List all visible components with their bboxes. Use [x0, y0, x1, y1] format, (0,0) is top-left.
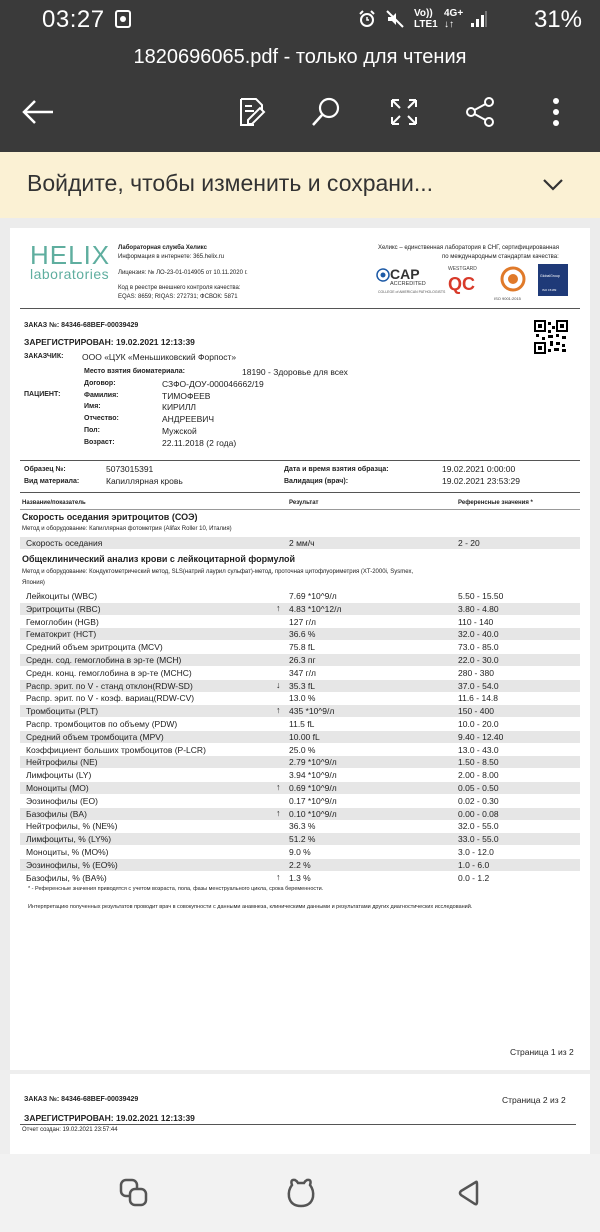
row-reference: 5.50 - 15.50: [458, 591, 504, 601]
patient-field-label: Возраст:: [84, 439, 115, 446]
patient-field-value: 18190 - Здоровье для всех: [242, 367, 348, 377]
share-icon: [464, 96, 496, 128]
row-result: 9.0 %: [289, 847, 311, 857]
row-result: 1.3 %: [289, 872, 311, 883]
validation-value: 19.02.2021 23:53:29: [442, 476, 520, 486]
back-button[interactable]: [18, 92, 58, 132]
table-row: [10, 744, 590, 757]
row-result: 0.10 *10^9/л: [289, 808, 337, 819]
table-row: [10, 537, 590, 550]
table-row: [10, 859, 590, 872]
table-row: [10, 769, 590, 782]
col-reference-header: Референсные значения *: [458, 500, 533, 506]
page-number: Страница 1 из 2: [510, 1047, 574, 1057]
row-result: 0.17 *10^9/л: [289, 795, 337, 806]
row-name: Эозинофилы, % (EO%): [26, 859, 118, 870]
sample-label: Образец №:: [24, 466, 66, 473]
sample-divider: [20, 492, 580, 493]
row-reference: 150 - 400: [458, 706, 494, 717]
row-reference: 32.0 - 55.0: [458, 821, 499, 832]
row-name: Средний объем тромбоцита (MPV): [26, 731, 164, 742]
row-name: Скорость оседания: [26, 538, 103, 548]
pdf-page-1: [10, 228, 590, 1070]
patient-field-value: СЗФО-ДОУ-000046662/19: [162, 379, 264, 389]
table-row: [10, 872, 590, 885]
cap-logo: [376, 266, 446, 306]
patient-label: ПАЦИЕНТ:: [24, 391, 61, 398]
patient-field-label: Договор:: [84, 380, 116, 387]
table-row: [10, 616, 590, 629]
row-name: Нейтрофилы, % (NE%): [26, 821, 118, 832]
qc-text: QC: [448, 274, 475, 294]
row-name: Моноциты (MO): [26, 783, 89, 793]
row-reference: 2.00 - 8.00: [458, 770, 499, 781]
row-result: 3.94 *10^9/л: [289, 770, 337, 781]
table-row: [10, 590, 590, 603]
row-reference: 0.02 - 0.30: [458, 795, 499, 806]
table-row: [10, 833, 590, 846]
alarm-icon: [358, 10, 376, 28]
row-flag: ↑: [276, 705, 281, 716]
iso-logo: [494, 266, 534, 306]
patient-field-value: Мужской: [162, 426, 197, 436]
status-bar: [0, 0, 600, 40]
battery-level: 31%: [533, 6, 582, 33]
share-button[interactable]: [460, 92, 500, 132]
registered-date: ЗАРЕГИСТРИРОВАН: 19.02.2021 12:13:39: [24, 337, 195, 347]
lab-info: Информация в интернете: 365.helix.ru: [118, 254, 225, 260]
table-row: [10, 731, 590, 744]
row-reference: 11.6 - 14.8: [458, 693, 499, 704]
helix-logo: HELIX: [30, 240, 111, 270]
table-row: [10, 654, 590, 667]
cbc-method-line1: Метод и оборудование: Кондуктометрический метод, SLS(натрий лаурил сульфат)-метод, проточная цитофлуориметрия (XT-2000i, Sysmex,: [22, 569, 414, 575]
row-reference: 33.0 - 55.0: [458, 834, 499, 845]
row-name: Эритроциты (RBC): [26, 603, 101, 614]
row-result: 2.79 *10^9/л: [289, 757, 337, 768]
row-name: Тромбоциты (PLT): [26, 706, 99, 717]
row-result: 347 г/л: [289, 667, 316, 678]
row-reference: 0.05 - 0.50: [458, 783, 499, 793]
table-row: [10, 641, 590, 654]
home-icon[interactable]: [284, 1176, 318, 1210]
edit-document-icon: [236, 96, 268, 128]
esr-method: Метод и оборудование: Капиллярная фотометрия (Alifax Roller 10, Италия): [22, 526, 232, 532]
col-result-header: Результат: [289, 500, 319, 506]
patient-field-value: КИРИЛЛ: [162, 402, 196, 412]
row-result: 51.2 %: [289, 834, 316, 845]
fullscreen-button[interactable]: [384, 92, 424, 132]
row-reference: 280 - 380: [458, 667, 494, 678]
document-title: 1820696065.pdf - только для чтения: [133, 46, 467, 68]
cbc-section-title: Общеклинический анализ крови с лейкоцитарной формулой: [22, 554, 296, 564]
edit-button[interactable]: [232, 92, 272, 132]
row-name: Средний объем эритроцита (MCV): [26, 642, 163, 653]
patient-field-label: Отчество:: [84, 415, 119, 422]
row-name: Гемоглобин (HGB): [26, 616, 99, 627]
page2-page-number: Страница 2 из 2: [502, 1095, 566, 1105]
cap-text: CAP: [390, 266, 420, 282]
row-name: Лимфоциты (LY): [26, 770, 92, 781]
back-nav-icon[interactable]: [452, 1176, 486, 1210]
row-name: Средн. конц. гемоглобина в эр-те (MCHC): [26, 667, 192, 678]
customer-value: ООО «ЦУК «Меньшиковский Форпост»: [82, 352, 237, 362]
sign-in-banner[interactable]: [0, 152, 600, 218]
cap-seal-icon: [376, 268, 390, 282]
row-name: Распр. эрит. по V - станд отклон(RDW-SD): [26, 680, 193, 691]
qr-code: [534, 320, 568, 354]
row-result: 127 г/л: [289, 616, 316, 627]
row-result: 0.69 *10^9/л: [289, 783, 337, 793]
row-flag: ↑: [276, 602, 281, 613]
row-name: Базофилы, % (BA%): [26, 872, 107, 883]
row-name: Распр. эрит. по V - коэф. вариац(RDW-CV): [26, 693, 195, 704]
row-name: Моноциты, % (MO%): [26, 847, 109, 857]
clock: 03:27: [42, 6, 105, 33]
more-vert-icon: [551, 97, 561, 127]
row-result: 35.3 fL: [289, 680, 315, 691]
row-reference: 73.0 - 85.0: [458, 642, 499, 653]
row-reference: 2 - 20: [458, 538, 480, 548]
patient-field-label: Фамилия:: [84, 392, 119, 399]
patient-field-label: Пол:: [84, 427, 100, 434]
signal-icon: [470, 10, 488, 28]
material-label: Вид материала:: [24, 478, 80, 485]
row-reference: 37.0 - 54.0: [458, 680, 499, 691]
table-row: [10, 820, 590, 833]
table-row: [10, 846, 590, 859]
row-reference: 3.80 - 4.80: [458, 603, 499, 614]
row-reference: 1.0 - 6.0: [458, 859, 490, 870]
cert-line1: Хеликс – единственная лаборатория в СНГ, сертифицированная: [378, 245, 560, 251]
row-flag: ↓: [276, 679, 281, 690]
row-name: Коэффициент больших тромбоцитов (P-LCR): [26, 744, 206, 755]
row-name: Нейтрофилы (NE): [26, 757, 98, 768]
taken-label: Дата и время взятия образца:: [284, 466, 389, 473]
material-value: Капиллярная кровь: [106, 476, 183, 486]
cbc-method-line2: Япония): [22, 580, 45, 586]
global-sub: ISO 15189: [542, 288, 557, 292]
row-reference: 22.0 - 30.0: [458, 655, 499, 665]
sample-value: 5073015391: [106, 464, 154, 474]
recent-apps-icon[interactable]: [117, 1176, 151, 1210]
row-name: Гематокрит (HCT): [26, 629, 97, 640]
row-reference: 0.00 - 0.08: [458, 808, 499, 819]
expand-icon: [389, 97, 419, 127]
cap-accredited: ACCREDITED: [390, 281, 426, 287]
row-result: 36.6 %: [289, 629, 316, 640]
col-name-header: Название/показатель: [22, 500, 86, 506]
table-row: [10, 808, 590, 821]
table-row: [10, 680, 590, 693]
row-reference: 32.0 - 40.0: [458, 629, 499, 640]
interpretation-note: Интерпретацию полученных результатов проводит врач в совокупности с данными анамнеза, клиническими данными и результатами других диагностических исследований.: [28, 904, 473, 910]
iso-text: ISO 9001:2015: [494, 296, 521, 301]
table-row: [10, 782, 590, 795]
row-reference: 3.0 - 12.0: [458, 847, 494, 857]
patient-field-value: 22.11.2018 (2 года): [162, 438, 237, 448]
helix-logo-sub: laboratories: [30, 266, 110, 282]
page2-registered: ЗАРЕГИСТРИРОВАН: 19.02.2021 12:13:39: [24, 1113, 195, 1123]
table-row: [10, 756, 590, 769]
row-result: 36.3 %: [289, 821, 316, 832]
order-number: ЗАКАЗ №: 84346-68BEF-00039429: [24, 322, 139, 329]
app-bar: [0, 40, 600, 152]
table-row: [10, 603, 590, 616]
page2-divider: [20, 1124, 576, 1125]
row-name: Эозинофилы (EO): [26, 795, 98, 806]
row-result: 4.83 *10^12/л: [289, 603, 342, 614]
row-result: 435 *10^9/л: [289, 706, 335, 717]
iso-seal-icon: [500, 266, 526, 292]
taken-value: 19.02.2021 0:00:00: [442, 464, 516, 474]
volte-indicator: Vo)) LTE1: [414, 8, 438, 30]
lab-name: Лабораторная служба Хеликс: [118, 245, 207, 251]
cap-tiny: COLLEGE of AMERICAN PATHOLOGISTS: [378, 290, 446, 294]
chevron-down-icon[interactable]: [540, 172, 566, 198]
screenshot-notification-icon: [114, 10, 132, 28]
row-reference: 9.40 - 12.40: [458, 731, 504, 742]
global-text: GlobalGroup: [540, 274, 560, 278]
system-nav-bar: [0, 1154, 600, 1232]
row-result: 2.2 %: [289, 859, 311, 870]
row-result: 75.8 fL: [289, 642, 315, 653]
westgard-qc-logo: [444, 266, 486, 306]
table-row: [10, 628, 590, 641]
table-row: [10, 692, 590, 705]
license: Лицензия: № ЛО-23-01-014905 от 10.11.2020 г.: [118, 270, 248, 276]
row-flag: ↑: [276, 782, 281, 792]
patient-field-label: Место взятия биоматериала:: [84, 368, 185, 375]
table-row: [10, 705, 590, 718]
banner-text: Войдите, чтобы изменить и сохрани...: [27, 170, 434, 196]
row-result: 7.69 *10^9/л: [289, 591, 337, 601]
row-reference: 110 - 140: [458, 616, 494, 627]
registry-line1: Код в реестре внешнего контроля качества:: [118, 285, 241, 291]
row-flag: ↑: [276, 871, 281, 882]
registry-line2: EQAS: 8659; RIQAS: 272731; ФСВОК: 5871: [118, 294, 238, 300]
table-header-divider: [20, 509, 580, 510]
header-divider: [20, 308, 580, 309]
row-reference: 13.0 - 43.0: [458, 744, 499, 755]
row-reference: 1.50 - 8.50: [458, 757, 499, 768]
global-group-logo: [538, 264, 568, 296]
row-result: 10.00 fL: [289, 731, 320, 742]
validation-label: Валидация (врач):: [284, 478, 349, 485]
row-result: 2 мм/ч: [289, 538, 315, 548]
row-name: Базофилы (BA): [26, 808, 87, 819]
search-icon: [310, 96, 342, 128]
row-reference: 0.0 - 1.2: [458, 872, 490, 883]
customer-label: ЗАКАЗЧИК:: [24, 353, 64, 360]
pdf-page-2: [10, 1074, 590, 1154]
row-result: 11.5 fL: [289, 719, 315, 729]
patient-field-label: Имя:: [84, 403, 101, 410]
table-row: [10, 718, 590, 731]
pdf-viewport[interactable]: [0, 218, 600, 1070]
mute-icon: [386, 10, 404, 28]
patient-field-value: АНДРЕЕВИЧ: [162, 414, 215, 424]
row-flag: ↑: [276, 807, 281, 818]
table-row: [10, 795, 590, 808]
esr-section-title: Скорость оседания эритроцитов (СОЭ): [22, 512, 198, 522]
report-created: Отчет создан: 19.02.2021 23:57:44: [22, 1127, 118, 1133]
search-button[interactable]: [306, 92, 346, 132]
more-options-button[interactable]: [536, 92, 576, 132]
patient-field-value: ТИМОФЕЕВ: [162, 391, 211, 401]
cert-line2: по международным стандартам качества:: [442, 254, 559, 260]
table-row: [10, 667, 590, 680]
westgard-text: WESTGARD: [448, 266, 477, 272]
data-indicator: 4G+ ↓↑: [444, 8, 464, 30]
patient-divider: [20, 460, 580, 461]
row-name: Средн. сод. гемоглобина в эр-те (MCH): [26, 655, 182, 665]
row-reference: 10.0 - 20.0: [458, 719, 499, 729]
row-name: Распр. тромбоцитов по объему (PDW): [26, 719, 178, 729]
footnote: * - Референсные значения приводятся с учетом возраста, пола, фазы менструального цикла, срока беременности.: [28, 886, 324, 892]
row-name: Лимфоциты, % (LY%): [26, 834, 112, 845]
row-name: Лейкоциты (WBC): [26, 591, 98, 601]
row-result: 13.0 %: [289, 693, 316, 704]
page2-order-number: ЗАКАЗ №: 84346-68BEF-00039429: [24, 1096, 139, 1103]
row-result: 25.0 %: [289, 744, 316, 755]
arrow-left-icon: [21, 98, 55, 126]
row-result: 26.3 пг: [289, 655, 316, 665]
